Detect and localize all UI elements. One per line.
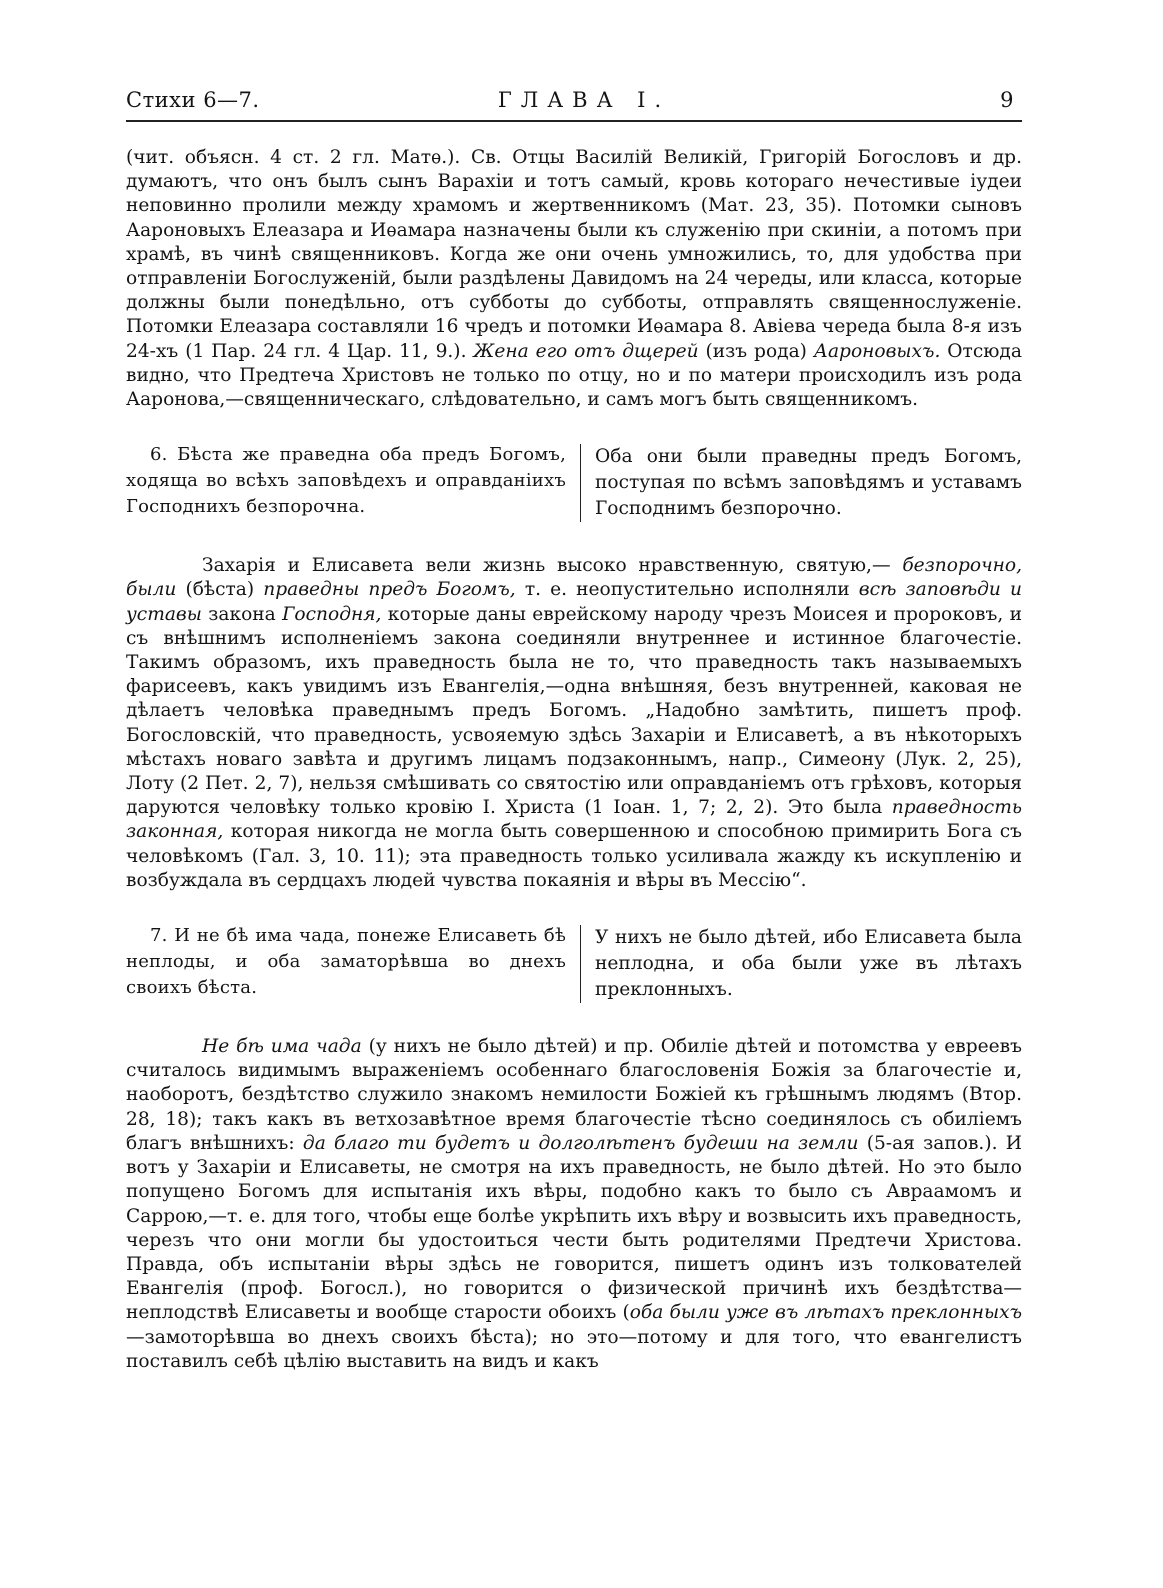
- page: [126, 88, 1022, 1374]
- paragraph-commentary-1: (чит. объясн. 4 ст. 2 гл. Матѳ.). Св. Отцы Василій Великій, Григорій Богословъ и др. думаютъ, что онъ былъ сынъ Варахіи и тотъ самый, кровь котораго нечестивые іудеи неповинно пролили между храмомъ и жертвенникомъ (Мат. 23, 35). Потомки сыновъ Аароновыхъ Елеазара и Иѳамара назначены были къ служенію при скиніи, а потомъ при храмѣ, въ чинѣ священниковъ. Когда же они очень умножились, то, для удобства при отправленіи Богослуженій, были раздѣлены Давидомъ на 24 череды, или класса, которые должны были понедѣльно, отъ субботы до субботы, отправлять священнослуженіе. Потомки Елеазара составляли 16 чредъ и потомки Иѳамара 8. Авіева череда была 8-я изъ 24-хъ (1 Пар. 24 гл. 4 Цар. 11, 9.). Жена его отъ дщерей (изъ рода) Аароновыхъ. Отсюда видно, что Предтеча Христовъ не только по отцу, но и по матери происходилъ изъ рода Ааронова,—священническаго, слѣдовательно, и самъ могъ быть священникомъ.: [126, 147, 1022, 411]
- verse-6-block: [126, 442, 1022, 522]
- page-number: 9: [1000, 88, 1014, 112]
- verse-6-slavonic: 6. Бѣста же праведна оба предъ Богомъ, ходяща во всѣхъ заповѣдехъ и оправданіихъ Господнихъ безпорочна.: [126, 444, 567, 518]
- verse-7-russian: У нихъ не было дѣтей, ибо Елисавета была неплодна, и оба были уже въ лѣтахъ преклонныхъ.: [595, 927, 1022, 1001]
- verse-7-slavonic: 7. И не бѣ има чада, понеже Елисаветь бѣ неплоды, и оба заматорѣвша во днехъ своихъ бѣста.: [126, 925, 567, 999]
- paragraph-commentary-2: Захарія и Елисавета вели жизнь высоко нравственную, святую,— безпорочно, были (бѣста) праведны предъ Богомъ, т. е. неопустительно исполняли всѣ заповѣди и уставы закона Господня, которые даны еврейскому народу чрезъ Моисея и пророковъ, и съ внѣшнимъ исполненіемъ закона соединяли внутреннее и истинное благочестіе. Такимъ образомъ, ихъ праведность была не то, что праведность такъ называемыхъ фарисеевъ, какъ увидимъ изъ Евангелія,—одна внѣшняя, безъ внутренней, каковая не дѣлаетъ человѣка праведнымъ предъ Богомъ. „Надобно замѣтить, пишетъ проф. Богословскій, что праведность, усвояемую здѣсь Захаріи и Елисаветѣ, а въ нѣкоторыхъ мѣстахъ новаго завѣта и другимъ лицамъ подзаконнымъ, напр., Симеону (Лук. 2, 25), Лоту (2 Пет. 2, 7), нельзя смѣшивать со святостію или оправданіемъ отъ грѣховъ, которыя даруются человѣку только кровію І. Христа (1 Іоан. 1, 7; 2, 2). Это была праведность законная, которая никогда не могла быть совершенною и способною примирить Бога съ человѣкомъ (Гал. 3, 10. 11); эта праведность только усиливала жажду къ искупленію и возбуждала въ сердцахъ людей чувства покаянія и вѣры въ Мессію“.: [126, 555, 1022, 891]
- column-divider: [580, 925, 581, 1003]
- header-rule: [126, 120, 1022, 122]
- verse-number: 7.: [150, 925, 168, 947]
- paragraph-commentary-3: Не бѣ има чада (у нихъ не было дѣтей) и пр. Обиліе дѣтей и потомства у евреевъ считалось видимымъ выраженіемъ особеннаго благословенія Божія за благочестіе и, наоборотъ, бездѣтство служило знакомъ немилости Божіей къ грѣшнымъ людямъ (Втор. 28, 18); такъ какъ въ ветхозавѣтное время благочестіе тѣсно соединялось съ обиліемъ благъ внѣшнихъ: да благо ти будетъ и долголѣтенъ будеши на земли (5-ая запов.). И вотъ у Захаріи и Елисаветы, не смотря на ихъ праведность, не было дѣтей. Но это было попущено Богомъ для испытанія ихъ вѣры, подобно какъ то было съ Авраамомъ и Саррою,—т. е. для того, чтобы еще болѣе укрѣпить ихъ вѣру и возвысить ихъ праведность, черезъ что они могли бы удостоиться чести быть родителями Предтечи Христова. Правда, объ испытаніи вѣры здѣсь не говорится, пишетъ одинъ изъ толкователей Евангелія (проф. Богосл.), но говорится о физической причинѣ ихъ бездѣтства—неплодствѣ Елисаветы и вообще старости обоихъ (оба были уже въ лѣтахъ преклонныхъ—замоторѣвша во днехъ своихъ бѣста); но это—потому и для того, что евангелистъ поставилъ себѣ цѣлію выставить на видъ и какъ: [126, 1036, 1022, 1372]
- verse-7-block: [126, 923, 1022, 1003]
- verse-6-russian: Оба они были праведны предъ Богомъ, поступая по всѣмъ заповѣдямъ и уставамъ Господнимъ безпорочно.: [595, 446, 1022, 520]
- column-divider: [580, 444, 581, 522]
- header-chapter: ГЛАВА I.: [497, 88, 671, 112]
- running-head: [126, 88, 1022, 118]
- header-verses: Стихи 6—7.: [126, 88, 260, 112]
- verse-number: 6.: [150, 444, 168, 466]
